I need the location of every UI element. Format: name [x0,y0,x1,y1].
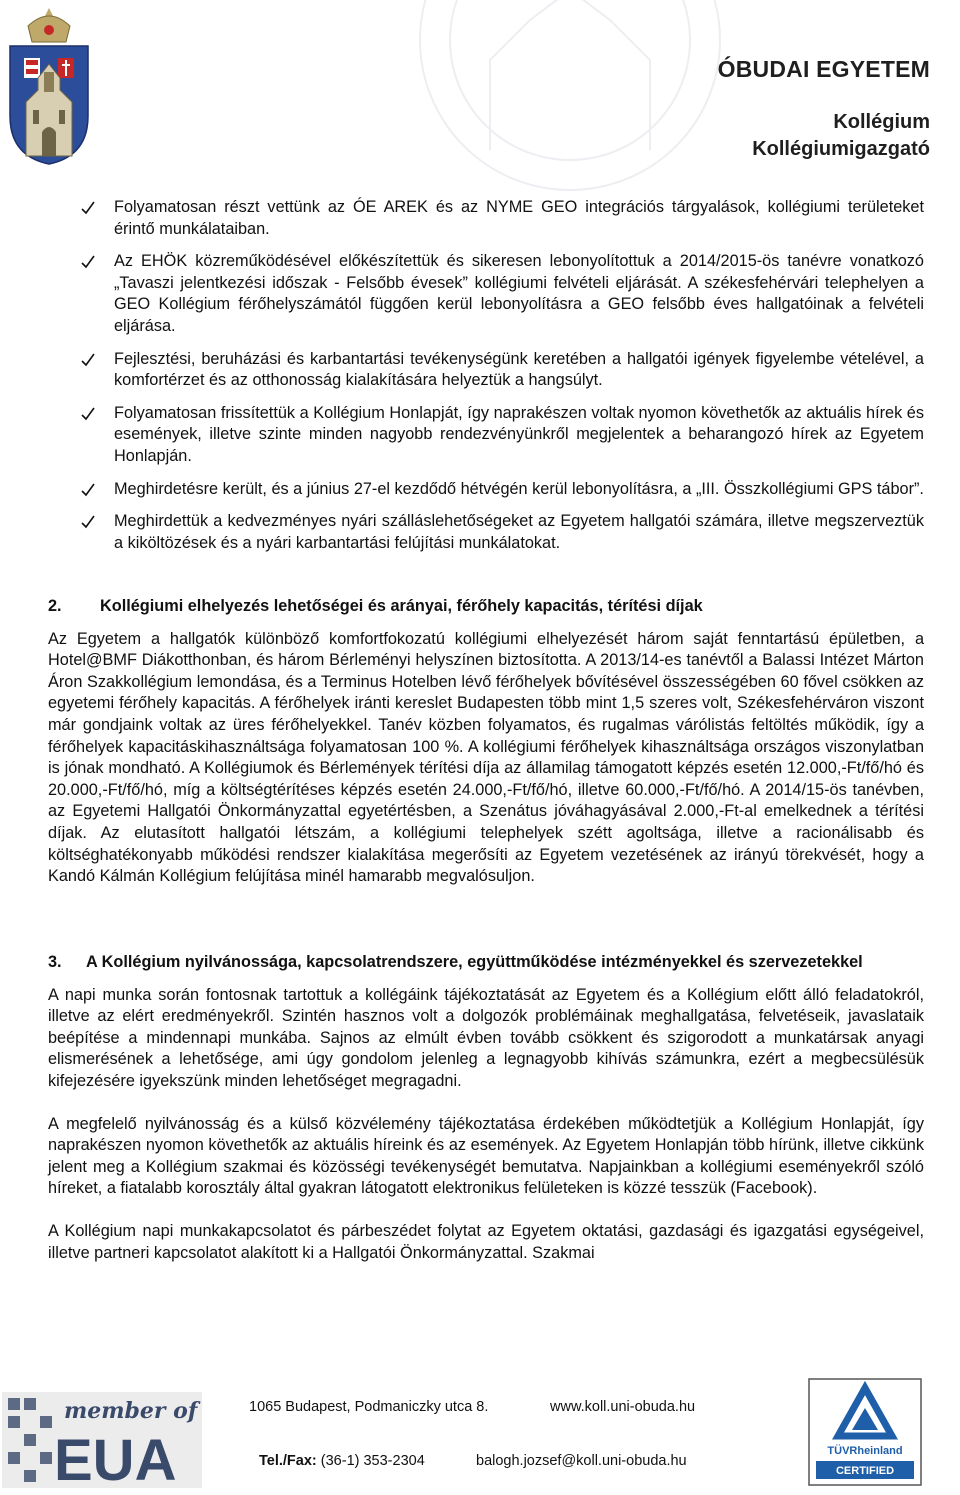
list-item-text: Meghirdettük a kedvezményes nyári szálláslehetőségeket az Egyetem hallgatói számára, illetve megszerveztük a kiköltözések és a nyári karbantartási felújítási munkálatokat. [114,512,924,552]
bullet-list [80,197,924,565]
checkmark-icon [80,352,96,368]
section-3-paragraph: A megfelelő nyilvánosság és a külső közvélemény tájékoztatása érdekében működtetjük a Kollégium Honlapját, így naprakészen nyomon követhetők az aktuális híreink és az események. Az Egyetem Honlapján több hírünk, illetve cikkünk jelent meg a Kollégium szakmai és közösségi tevékenységét bemutatva. Napjainkban a kollégiumi eseményekről szóló híreket, a fiatalabb korosztály által gyakran látogatott elektronikus felületeken is közzé tesszük (Facebook). [48,1114,924,1198]
list-item-text: Folyamatosan frissítettük a Kollégium Honlapját, így naprakészen voltak nyomon követhetők az aktuális hírek és események, illetve szinte minden nagyobb rendezvényünkről megjelentek a beharangozó hírek az Egyetem Honlapján. [114,403,924,465]
list-item-text: Fejlesztési, beruházási és karbantartási tevékenységünk keretében a hallgatói igények figyelembe vételével, a komfortérzet és az otthonosság kialakítására helyeztük a hangsúlyt. [114,349,924,390]
checkmark-icon [80,514,96,530]
checkmark-icon [80,200,96,216]
section-3-paragraph: A Kollégium napi munkakapcsolatot és párbeszédet folytat az Egyetem oktatási, gazdasági és igazgatási egységeivel, illetve partneri kapcsolatot alakított ki a Hallgatói Önkormányzattal. Szakmai [48,1221,924,1262]
section-3 [48,952,924,1264]
section-2-heading [48,596,924,618]
footer-email[interactable]: balogh.jozsef@koll.uni-obuda.hu [476,1453,687,1469]
list-item [80,349,924,392]
footer-phone-number: (36-1) 353-2304 [320,1453,425,1469]
list-item [80,251,924,337]
tuv-certified-text: CERTIFIED [835,1465,895,1477]
list-item [80,511,924,554]
header-department: Kollégium [833,111,930,133]
footer-phone-label: Tel./Fax: [259,1453,317,1469]
header-role: Kollégiumigazgató [752,138,930,160]
checkmark-icon [80,482,96,498]
checkmark-icon [80,254,96,270]
eua-main-text: EUA [54,1428,177,1492]
section-3-number: 3. [48,953,62,971]
section-2-title: Kollégiumi elhelyezés lehetőségei és arányai, férőhely kapacitás, térítési díjak [100,597,703,615]
university-name: ÓBUDAI EGYETEM [717,56,930,82]
eua-member-logo [2,1388,202,1492]
section-3-title: A Kollégium nyilvánossága, kapcsolatrendszere, együttműködése intézményekkel és szervezetekkel [86,953,863,971]
university-crest-logo [8,6,90,166]
section-3-heading [48,952,924,974]
list-item-text: Az EHÖK közreműködésével előkészítettük és sikeresen lebonyolítottuk a 2014/2015-ös tanévre vonatkozó „Tavaszi jelentkezési időszak - Felsőbb évesek” kollégiumi felvételi eljárását. A székesfehérvári telephelyen a GEO Kollégium férőhelyszámától függően kerül lebonyolításra a GEO felsőbb éves hallgatóinak a felvételi eljárása. [114,252,924,335]
footer-website[interactable]: www.koll.uni-obuda.hu [550,1399,696,1415]
eua-member-text: member of [64,1398,198,1424]
tuv-brand-text: TÜVRheinland [827,1445,903,1457]
section-2 [48,596,924,888]
list-item-text: Folyamatosan részt vettünk az ÓE AREK és az NYME GEO integrációs tárgyalások, kollégiumi területeket érintő munkálataiban. [114,198,924,238]
tuv-certified-logo [808,1378,922,1486]
list-item [80,403,924,468]
section-3-paragraph: A napi munka során fontosnak tartottuk a kollégáink tájékoztatását az Egyetem és a Kollégium előtt álló feladatokról, illetve az elért eredményekről. Szintén hasznos volt a dolgozók problémáinak meghallgatása, felvetéseik, javaslataik beépítése a mindennapi munkába. Sajnos az elmúlt évben tovább csökkent és szigorodott a munkatársak anyagi elismerésének a lehetősége, ami úgy gondolom jelenleg a legnagyobb kihívás számunkra, ezért a megbecsülésük kifejezésére igyekszünk minden lehetőséget megragadni. [48,985,924,1090]
footer-phone [259,1453,425,1469]
section-2-paragraph: Az Egyetem a hallgatók különböző komfortfokozatú kollégiumi elhelyezését három saját fenntartású épületben, a Hotel@BMF Diákotthonban, és három Bérleményi helyszínen biztosította. A 2013/14-es tanévtől a Balassi Intézet Márton Áron Szakkollégium lemondása, és a Terminus Hotelben lévő férőhelyek bővítésével összességében 60 fővel csökken az egyetemi férőhely kapacitás. A férőhelyek iránti kereslet Budapesten több mint 1,5 szeres volt, Székesfehérváron viszont már gondjaink voltak az üres férőhelyekkel. Tanév közben folyamatos, és rugalmas várólistás feltöltés működik, így a férőhelyek kapacitáskihasználtsága folyamatosan 100 %. A kollégiumi férőhelyek kihasználtsága országos viszonylatban is jónak mondható. A Kollégiumok és Bérlemények térítési díja az államilag támogatott képzés esetén 12.000,-Ft/fő/hó és 20.000,-Ft/fő/hó, míg a költségtérítéses képzés esetén 24.000,-Ft/fő/hó, illetve 60.000,-Ft/fő/hó. A 2014/15-ös tanévben, az Egyetemi Hallgatói Önkormányzattal egyetértésben, a Szenátus jóváhagyásával 2.000,-Ft-al emelkednek a térítési díjak. Az elutasított hallgatói létszám, a kollégiumi telephelyek szétt agoltsága, illetve a racionálisabb és költséghatékonyabb működési rendszer kialakítása megerősíti az Egyetem vezetésének az irányú törekvését, hogy a Kandó Kálmán Kollégium felújítása minél hamarabb megvalósuljon. [48,629,924,886]
list-item [80,197,924,240]
list-item-text: Meghirdetésre került, és a június 27-el kezdődő hétvégén kerül lebonyolításra, a „III. Összkollégiumi GPS tábor”. [114,479,924,498]
section-2-number: 2. [48,597,62,615]
list-item [80,479,924,501]
watermark-crest [300,0,840,200]
checkmark-icon [80,406,96,422]
footer-address: 1065 Budapest, Podmaniczky utca 8. [249,1399,489,1415]
